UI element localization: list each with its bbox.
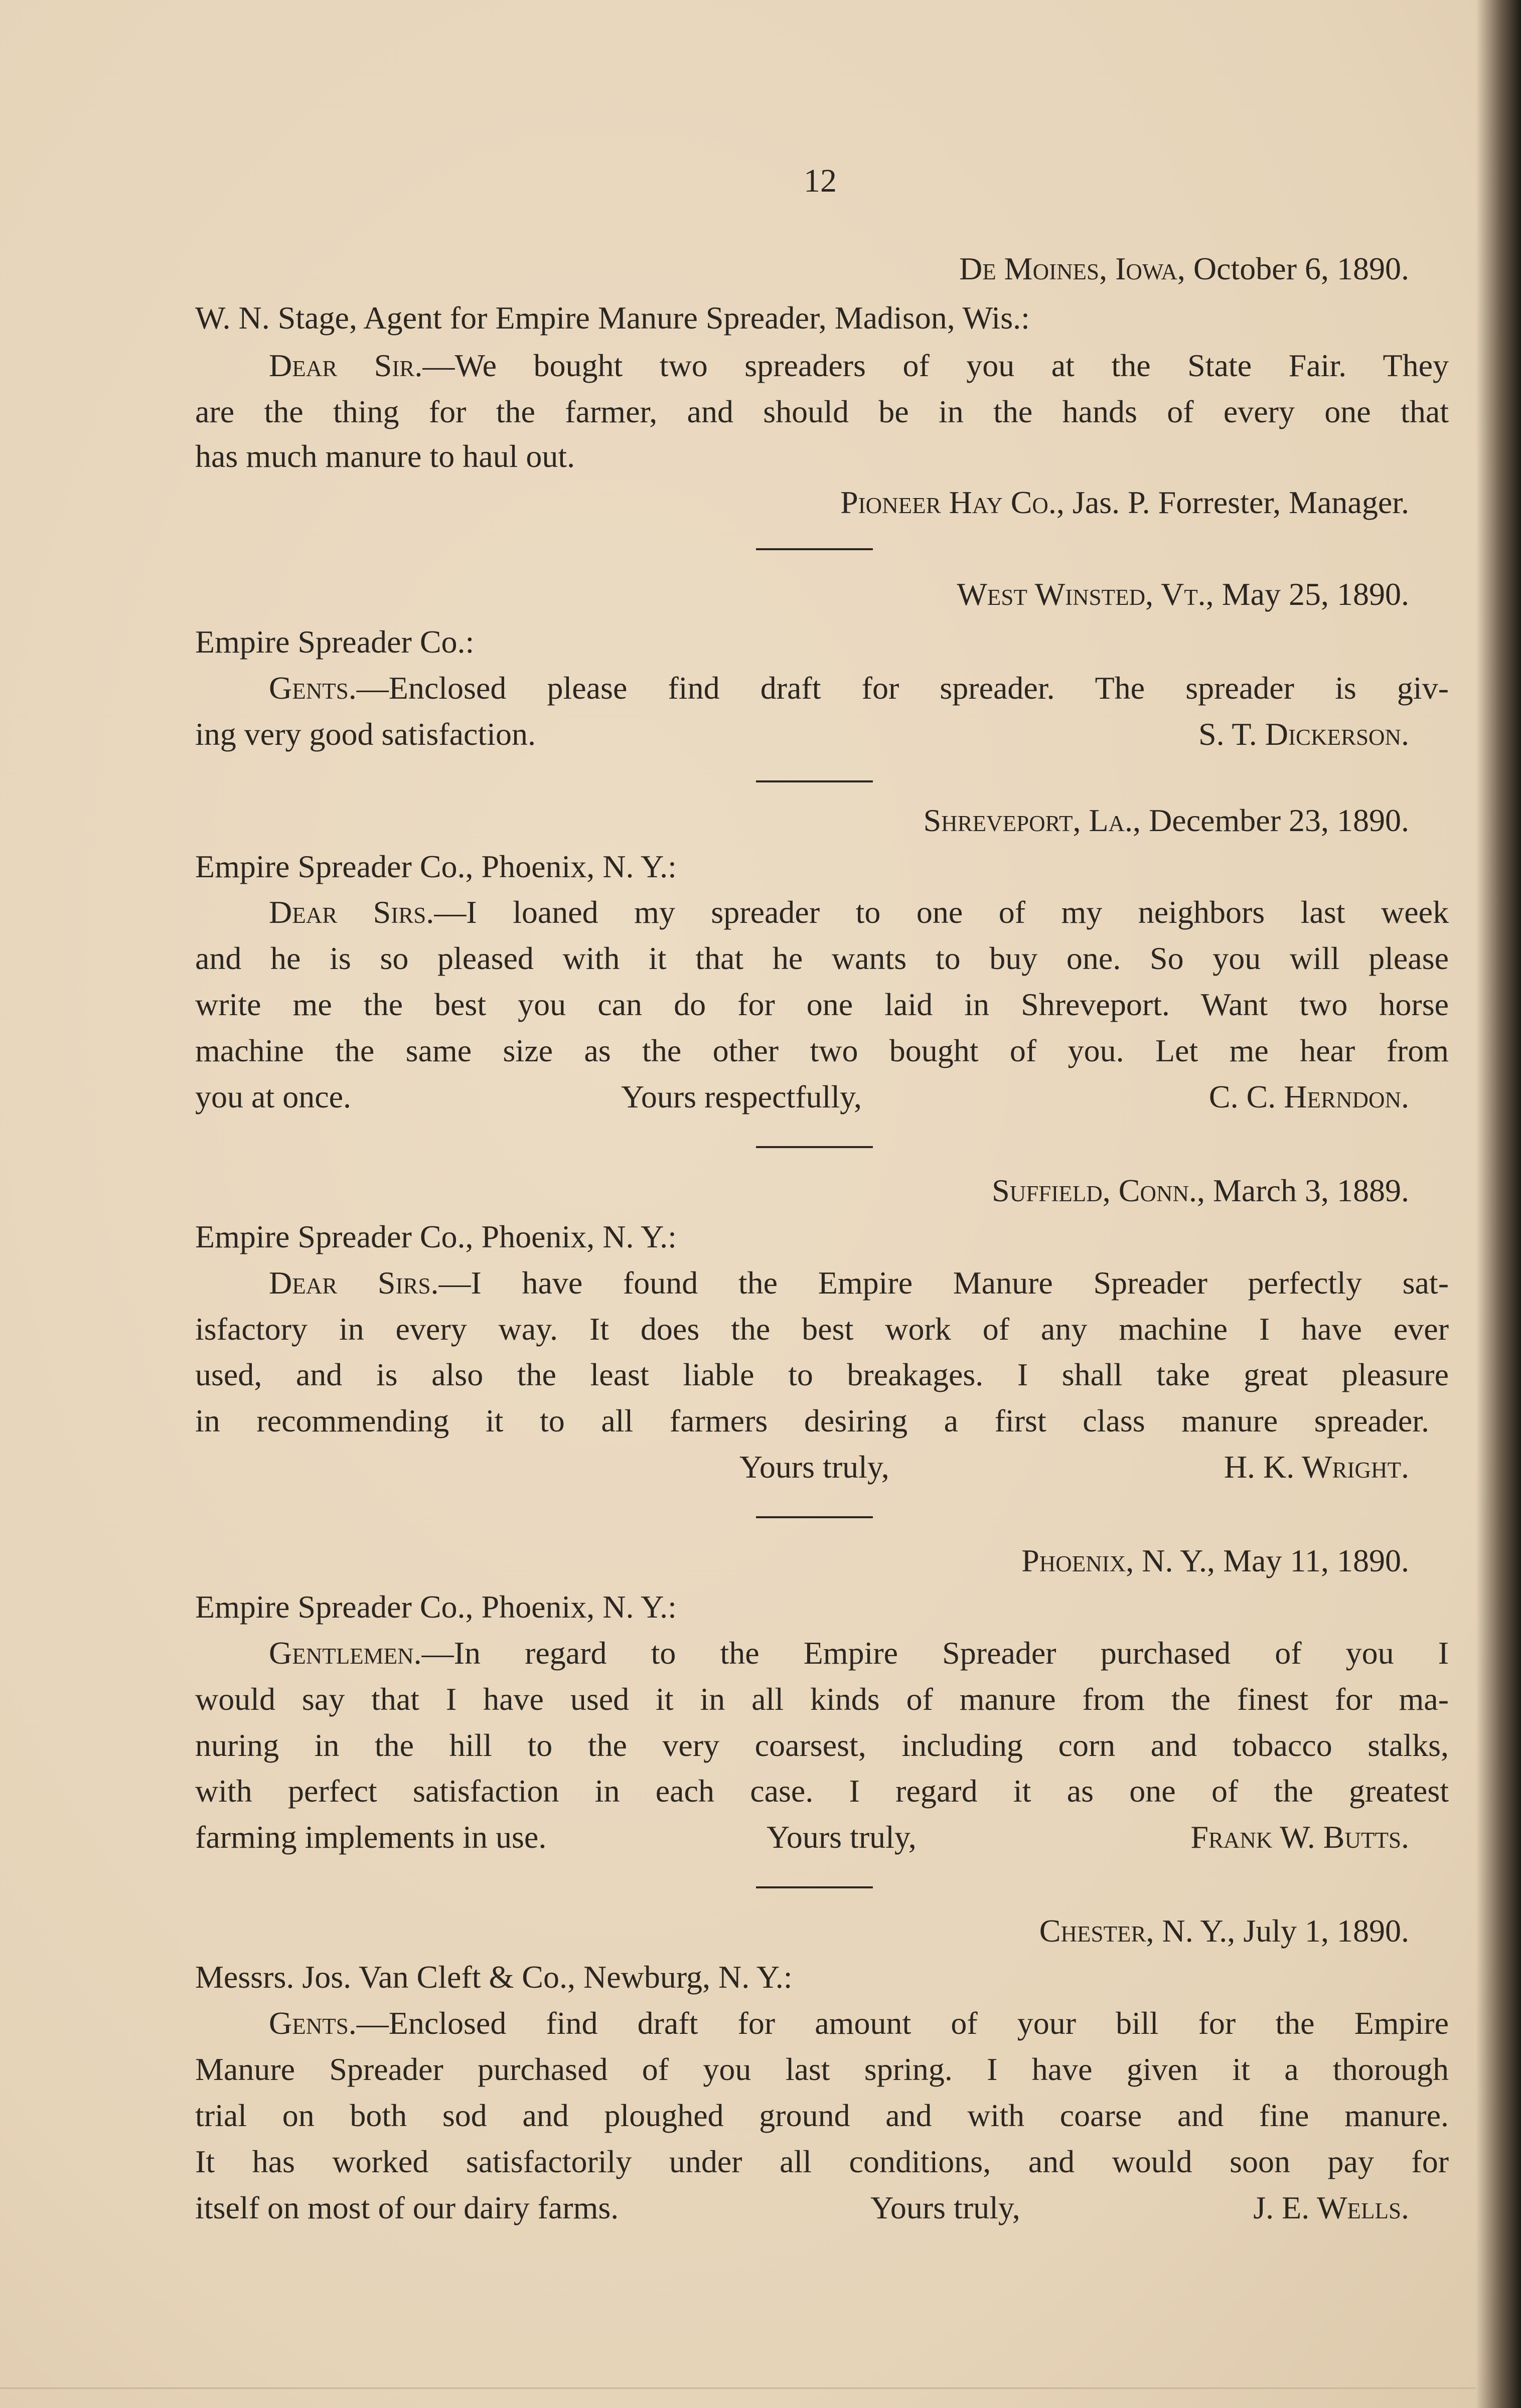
letter-body-line: trial on both sod and ploughed ground and with coarse and fine manure. <box>195 2098 1449 2133</box>
letter-body-line <box>195 712 1409 757</box>
letter-body-line <box>269 1260 1449 1306</box>
text: —Enclosed find draft for amount of your bill for the Empire <box>356 2005 1449 2041</box>
letter-body-line: used, and is also the least liable to breakages. I shall take great pleasure <box>195 1357 1449 1392</box>
letter-address: W. N. Stage, Agent for Empire Manure Spreader, Madison, Wis.: <box>195 300 1030 336</box>
letter-dateline <box>195 246 1409 291</box>
letter-signature: C. C. Herndon. <box>1208 1079 1409 1114</box>
letter-body-line <box>269 1631 1449 1676</box>
letter-body-line: are the thing for the farmer, and should be in the hands of every one that <box>195 394 1449 429</box>
letter-dateline <box>195 572 1409 617</box>
salutation: Dear Sirs. <box>269 894 434 930</box>
letter-signature <box>195 480 1409 525</box>
text: ing very good satisfaction. <box>195 716 536 752</box>
letter-body-line: It has worked satisfactorily under all conditions, and would soon pay for <box>195 2144 1449 2179</box>
place: Phoenix, N. Y., <box>1021 1543 1215 1578</box>
separator-rule <box>756 548 873 550</box>
letter-body-line: nuring in the hill to the very coarsest, including corn and tobacco stalks, <box>195 1727 1449 1763</box>
signature: S. T. Dickerson. <box>1198 716 1409 752</box>
date: March 3, 1889. <box>1212 1173 1409 1208</box>
letter-address: Empire Spreader Co., Phoenix, N. Y.: <box>195 1589 677 1625</box>
letter-signature: Frank W. Butts. <box>1190 1819 1409 1855</box>
signature-detail: Jas. P. Forrester, Manager. <box>1072 485 1409 520</box>
text: —We bought two spreaders of you at the State Fair. They <box>422 348 1449 383</box>
separator-rule <box>756 1146 873 1148</box>
separator-rule <box>756 780 873 782</box>
separator-rule <box>756 1516 873 1518</box>
letter-body-line: you at once. <box>195 1079 351 1114</box>
letter-dateline <box>195 798 1409 843</box>
letter-body-line: and he is so pleased with it that he wants to buy one. So you will please <box>195 940 1449 976</box>
place: Shreveport, La., <box>923 802 1141 838</box>
text: —In regard to the Empire Spreader purchased of you I <box>421 1635 1449 1671</box>
letter-closing: Yours truly, <box>739 1449 889 1485</box>
date: May 11, 1890. <box>1223 1543 1409 1578</box>
letter-dateline <box>195 1168 1409 1213</box>
letter-body-line <box>269 666 1449 711</box>
salutation: Gents. <box>269 670 357 706</box>
date: October 6, 1890. <box>1193 251 1409 286</box>
text: —I loaned my spreader to one of my neighbors last week <box>434 894 1449 930</box>
page-bottom-edge <box>0 2387 1476 2389</box>
letter-signature: J. E. Wells. <box>1253 2190 1409 2225</box>
letter-body-line <box>269 2001 1449 2046</box>
letter-body-line: machine the same size as the other two bought of you. Let me hear from <box>195 1033 1449 1068</box>
date: July 1, 1890. <box>1243 1913 1409 1949</box>
salutation: Dear Sir. <box>269 348 423 383</box>
letter-body-line: Manure Spreader purchased of you last spring. I have given it a thorough <box>195 2051 1449 2087</box>
letter-closing: Yours truly, <box>767 1819 917 1855</box>
letter-address: Empire Spreader Co., Phoenix, N. Y.: <box>195 1219 677 1254</box>
salutation: Gents. <box>269 2005 357 2041</box>
page-number: 12 <box>804 163 837 199</box>
signature: Pioneer Hay Co., <box>840 485 1064 520</box>
text: —Enclosed please find draft for spreader. The spreader is giv- <box>356 670 1449 706</box>
salutation: Dear Sirs. <box>269 1265 439 1301</box>
letter-address: Empire Spreader Co., Phoenix, N. Y.: <box>195 849 677 884</box>
letter-body-line: isfactory in every way. It does the best work of any machine I have ever <box>195 1311 1449 1347</box>
letter-closing: Yours respectfully, <box>621 1079 862 1114</box>
letter-body-line <box>269 890 1449 935</box>
letter-address: Empire Spreader Co.: <box>195 624 475 660</box>
letter-body-line: in recommending it to all farmers desiring a first class manure spreader. <box>195 1403 1429 1438</box>
letter-signature: H. K. Wright. <box>1224 1449 1409 1485</box>
letter-address: Messrs. Jos. Van Cleft & Co., Newburg, N. Y.: <box>195 1959 793 1995</box>
salutation: Gentlemen. <box>269 1635 422 1671</box>
separator-rule <box>756 1886 873 1888</box>
date: May 25, 1890. <box>1222 576 1409 612</box>
letter-dateline <box>195 1908 1409 1954</box>
letter-body-line: would say that I have used it in all kinds of manure from the finest for ma- <box>195 1681 1449 1717</box>
letter-body-line: has much manure to haul out. <box>195 438 575 474</box>
letter-dateline <box>195 1538 1409 1583</box>
page-edge-shadow <box>1476 0 1521 2408</box>
letter-body-line: with perfect satisfaction in each case. I regard it as one of the greatest <box>195 1773 1449 1809</box>
letter-body-line: farming implements in use. <box>195 1819 547 1855</box>
place: Chester, N. Y., <box>1039 1913 1236 1949</box>
letter-body-line <box>269 343 1449 388</box>
letter-body-line: itself on most of our dairy farms. <box>195 2190 619 2225</box>
place: Suffield, Conn., <box>992 1173 1205 1208</box>
letter-body-line: write me the best you can do for one laid in Shreveport. Want two horse <box>195 987 1449 1022</box>
text: —I have found the Empire Manure Spreader perfectly sat- <box>438 1265 1449 1301</box>
date: December 23, 1890. <box>1149 802 1409 838</box>
place: West Winsted, Vt., <box>957 576 1214 612</box>
letter-closing: Yours truly, <box>870 2190 1020 2225</box>
place: De Moines, Iowa, <box>959 251 1185 286</box>
